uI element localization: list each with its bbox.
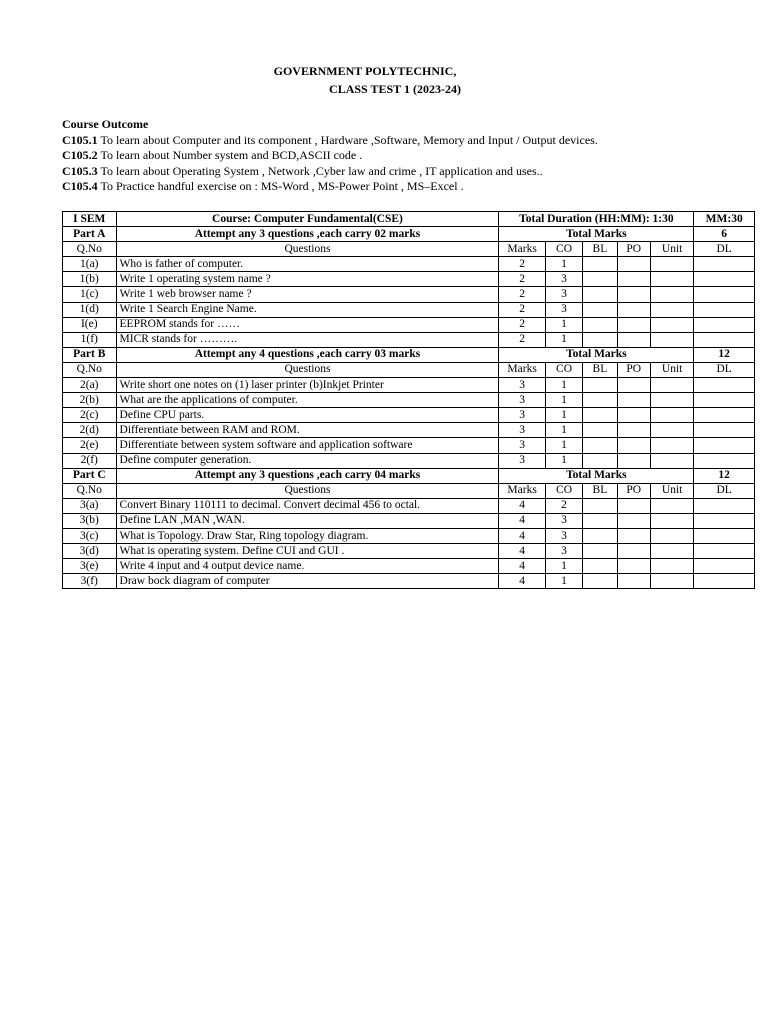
dl-cell bbox=[694, 302, 755, 317]
part-name-cell: Part C bbox=[63, 468, 117, 483]
bl-cell bbox=[583, 272, 617, 287]
duration-cell: Total Duration (HH:MM): 1:30 bbox=[499, 212, 694, 227]
question-cell: Write 1 web browser name ? bbox=[116, 287, 499, 302]
table-row bbox=[63, 528, 755, 543]
marks-cell: 2 bbox=[499, 317, 545, 332]
part-total-cell: 12 bbox=[694, 468, 755, 483]
col-header-bl: BL bbox=[583, 242, 617, 257]
question-cell: Define computer generation. bbox=[116, 453, 499, 468]
dl-cell bbox=[694, 408, 755, 423]
bl-cell bbox=[583, 544, 617, 559]
outcome-text: To learn about Number system and BCD,ASCII code . bbox=[97, 148, 363, 162]
dl-cell bbox=[694, 544, 755, 559]
table-row bbox=[63, 574, 755, 589]
unit-cell bbox=[650, 438, 693, 453]
po-cell bbox=[617, 513, 650, 528]
question-cell: Write 4 input and 4 output device name. bbox=[116, 559, 499, 574]
po-cell bbox=[617, 559, 650, 574]
marks-cell: 4 bbox=[499, 513, 545, 528]
qno-cell: 2(e) bbox=[63, 438, 117, 453]
outcome-code: C105.2 bbox=[62, 148, 98, 162]
marks-cell: 3 bbox=[499, 378, 545, 393]
qno-cell: 3(c) bbox=[63, 528, 117, 543]
dl-cell bbox=[694, 332, 755, 347]
unit-cell bbox=[650, 378, 693, 393]
total-marks-label-cell: Total Marks bbox=[499, 468, 694, 483]
bl-cell bbox=[583, 317, 617, 332]
part-total-cell: 6 bbox=[694, 227, 755, 242]
col-header-questions: Questions bbox=[116, 362, 499, 377]
table-row bbox=[63, 257, 755, 272]
col-header-co: CO bbox=[545, 242, 582, 257]
part-instruction-cell: Attempt any 3 questions ,each carry 02 marks bbox=[116, 227, 499, 242]
max-marks-cell: MM:30 bbox=[694, 212, 755, 227]
bl-cell bbox=[583, 453, 617, 468]
unit-cell bbox=[650, 287, 693, 302]
course-outcome-item bbox=[62, 133, 598, 149]
part-name-cell: Part B bbox=[63, 347, 117, 362]
part-header-row bbox=[63, 227, 755, 242]
col-header-qno: Q.No bbox=[63, 483, 117, 498]
outcome-code: C105.3 bbox=[62, 163, 98, 178]
table-row bbox=[63, 393, 755, 408]
po-cell bbox=[617, 378, 650, 393]
question-cell: Define CPU parts. bbox=[116, 408, 499, 423]
marks-cell: 4 bbox=[499, 559, 545, 574]
dl-cell bbox=[694, 559, 755, 574]
question-cell: Write short one notes on (1) laser printer (b)Inkjet Printer bbox=[116, 378, 499, 393]
bl-cell bbox=[583, 574, 617, 589]
co-cell: 1 bbox=[545, 453, 582, 468]
qno-cell: 2(a) bbox=[63, 378, 117, 393]
col-header-bl: BL bbox=[583, 483, 617, 498]
question-cell: What are the applications of computer. bbox=[116, 393, 499, 408]
column-header-row bbox=[63, 483, 755, 498]
marks-cell: 4 bbox=[499, 528, 545, 543]
table-row bbox=[63, 498, 755, 513]
col-header-unit: Unit bbox=[650, 483, 693, 498]
question-cell: MICR stands for ………. bbox=[116, 332, 499, 347]
col-header-marks: Marks bbox=[499, 483, 545, 498]
marks-cell: 4 bbox=[499, 574, 545, 589]
qno-cell: I(e) bbox=[63, 317, 117, 332]
co-cell: 1 bbox=[545, 378, 582, 393]
table-row bbox=[63, 559, 755, 574]
unit-cell bbox=[650, 272, 693, 287]
question-cell: EEPROM stands for …… bbox=[116, 317, 499, 332]
table-row bbox=[63, 317, 755, 332]
course-outcome-item bbox=[62, 148, 598, 164]
qno-cell: 3(b) bbox=[63, 513, 117, 528]
po-cell bbox=[617, 423, 650, 438]
marks-cell: 2 bbox=[499, 272, 545, 287]
unit-cell bbox=[650, 559, 693, 574]
table-row bbox=[63, 287, 755, 302]
col-header-dl: DL bbox=[694, 483, 755, 498]
unit-cell bbox=[650, 332, 693, 347]
col-header-bl: BL bbox=[583, 362, 617, 377]
bl-cell bbox=[583, 438, 617, 453]
col-header-po: PO bbox=[617, 242, 650, 257]
col-header-questions: Questions bbox=[116, 483, 499, 498]
bl-cell bbox=[583, 408, 617, 423]
dl-cell bbox=[694, 528, 755, 543]
question-cell: Convert Binary 110111 to decimal. Convert decimal 456 to octal. bbox=[116, 498, 499, 513]
bl-cell bbox=[583, 423, 617, 438]
marks-cell: 3 bbox=[499, 453, 545, 468]
question-cell: Differentiate between RAM and ROM. bbox=[116, 423, 499, 438]
po-cell bbox=[617, 408, 650, 423]
marks-cell: 3 bbox=[499, 408, 545, 423]
semester-cell: I SEM bbox=[63, 212, 117, 227]
unit-cell bbox=[650, 302, 693, 317]
table-row bbox=[63, 272, 755, 287]
qno-cell: 3(d) bbox=[63, 544, 117, 559]
co-cell: 2 bbox=[545, 498, 582, 513]
part-instruction-cell: Attempt any 4 questions ,each carry 03 marks bbox=[116, 347, 499, 362]
dl-cell bbox=[694, 513, 755, 528]
part-header-row bbox=[63, 468, 755, 483]
dl-cell bbox=[694, 574, 755, 589]
qno-cell: 2(d) bbox=[63, 423, 117, 438]
po-cell bbox=[617, 498, 650, 513]
unit-cell bbox=[650, 317, 693, 332]
po-cell bbox=[617, 574, 650, 589]
bl-cell bbox=[583, 302, 617, 317]
question-table bbox=[62, 211, 755, 589]
marks-cell: 4 bbox=[499, 498, 545, 513]
co-cell: 3 bbox=[545, 272, 582, 287]
question-cell: Draw bock diagram of computer bbox=[116, 574, 499, 589]
column-header-row bbox=[63, 242, 755, 257]
institution-title: GOVERNMENT POLYTECHNIC, bbox=[273, 64, 457, 78]
co-cell: 1 bbox=[545, 574, 582, 589]
unit-cell bbox=[650, 453, 693, 468]
table-row bbox=[63, 332, 755, 347]
bl-cell bbox=[583, 393, 617, 408]
col-header-po: PO bbox=[617, 483, 650, 498]
qno-cell: 1(d) bbox=[63, 302, 117, 317]
col-header-dl: DL bbox=[694, 242, 755, 257]
table-row bbox=[63, 378, 755, 393]
co-cell: 3 bbox=[545, 544, 582, 559]
bl-cell bbox=[583, 332, 617, 347]
marks-cell: 4 bbox=[499, 544, 545, 559]
table-row bbox=[63, 408, 755, 423]
table-row bbox=[63, 438, 755, 453]
qno-cell: 2(f) bbox=[63, 453, 117, 468]
marks-cell: 2 bbox=[499, 257, 545, 272]
column-header-row bbox=[63, 362, 755, 377]
question-cell: What is operating system. Define CUI and GUI . bbox=[116, 544, 499, 559]
course-outcome-heading: Course Outcome bbox=[62, 117, 149, 131]
bl-cell bbox=[583, 559, 617, 574]
total-marks-label-cell: Total Marks bbox=[499, 347, 694, 362]
co-cell: 3 bbox=[545, 528, 582, 543]
bl-cell bbox=[583, 287, 617, 302]
dl-cell bbox=[694, 257, 755, 272]
unit-cell bbox=[650, 544, 693, 559]
col-header-co: CO bbox=[545, 483, 582, 498]
qno-cell: 3(e) bbox=[63, 559, 117, 574]
col-header-questions: Questions bbox=[116, 242, 499, 257]
part-name-cell: Part A bbox=[63, 227, 117, 242]
question-cell: Define LAN ,MAN ,WAN. bbox=[116, 513, 499, 528]
co-cell: 1 bbox=[545, 423, 582, 438]
dl-cell bbox=[694, 453, 755, 468]
bl-cell bbox=[583, 378, 617, 393]
outcome-text: To learn about Computer and its component , Hardware ,Software, Memory and Input / Output devices. bbox=[97, 132, 598, 147]
dl-cell bbox=[694, 378, 755, 393]
dl-cell bbox=[694, 272, 755, 287]
table-row bbox=[63, 513, 755, 528]
qno-cell: 1(f) bbox=[63, 332, 117, 347]
question-cell: Who is father of computer. bbox=[116, 257, 499, 272]
table-row bbox=[63, 423, 755, 438]
table-row bbox=[63, 302, 755, 317]
question-cell: Differentiate between system software and application software bbox=[116, 438, 499, 453]
marks-cell: 3 bbox=[499, 438, 545, 453]
co-cell: 1 bbox=[545, 438, 582, 453]
unit-cell bbox=[650, 393, 693, 408]
course-outcome-section bbox=[62, 117, 598, 195]
co-cell: 1 bbox=[545, 393, 582, 408]
col-header-qno: Q.No bbox=[63, 242, 117, 257]
dl-cell bbox=[694, 317, 755, 332]
po-cell bbox=[617, 438, 650, 453]
dl-cell bbox=[694, 498, 755, 513]
unit-cell bbox=[650, 574, 693, 589]
outcome-text: To Practice handful exercise on : MS-Word , MS-Power Point , MS–Excel . bbox=[97, 179, 464, 193]
table-row bbox=[63, 453, 755, 468]
col-header-marks: Marks bbox=[499, 242, 545, 257]
co-cell: 1 bbox=[545, 317, 582, 332]
po-cell bbox=[617, 544, 650, 559]
total-marks-label-cell: Total Marks bbox=[499, 227, 694, 242]
po-cell bbox=[617, 453, 650, 468]
po-cell bbox=[617, 302, 650, 317]
table-header-row bbox=[63, 212, 755, 227]
qno-cell: 2(b) bbox=[63, 393, 117, 408]
co-cell: 3 bbox=[545, 302, 582, 317]
unit-cell bbox=[650, 423, 693, 438]
qno-cell: 1(c) bbox=[63, 287, 117, 302]
unit-cell bbox=[650, 528, 693, 543]
co-cell: 3 bbox=[545, 287, 582, 302]
bl-cell bbox=[583, 513, 617, 528]
qno-cell: 3(f) bbox=[63, 574, 117, 589]
po-cell bbox=[617, 393, 650, 408]
bl-cell bbox=[583, 257, 617, 272]
course-cell: Course: Computer Fundamental(CSE) bbox=[116, 212, 499, 227]
marks-cell: 2 bbox=[499, 287, 545, 302]
qno-cell: 2(c) bbox=[63, 408, 117, 423]
part-total-cell: 12 bbox=[694, 347, 755, 362]
course-outcome-item bbox=[62, 179, 598, 195]
po-cell bbox=[617, 332, 650, 347]
col-header-unit: Unit bbox=[650, 362, 693, 377]
question-cell: What is Topology. Draw Star, Ring topology diagram. bbox=[116, 528, 499, 543]
unit-cell bbox=[650, 408, 693, 423]
qno-cell: 1(b) bbox=[63, 272, 117, 287]
col-header-marks: Marks bbox=[499, 362, 545, 377]
marks-cell: 2 bbox=[499, 332, 545, 347]
col-header-unit: Unit bbox=[650, 242, 693, 257]
outcome-text: To learn about Operating System , Network ,Cyber law and crime , IT application and uses.. bbox=[97, 163, 543, 178]
dl-cell bbox=[694, 423, 755, 438]
question-cell: Write 1 operating system name ? bbox=[116, 272, 499, 287]
outcome-code: C105.4 bbox=[62, 179, 98, 193]
col-header-qno: Q.No bbox=[63, 362, 117, 377]
question-cell: Write 1 Search Engine Name. bbox=[116, 302, 499, 317]
col-header-po: PO bbox=[617, 362, 650, 377]
po-cell bbox=[617, 528, 650, 543]
po-cell bbox=[617, 287, 650, 302]
dl-cell bbox=[694, 438, 755, 453]
outcome-code: C105.1 bbox=[62, 132, 98, 147]
co-cell: 1 bbox=[545, 559, 582, 574]
unit-cell bbox=[650, 257, 693, 272]
bl-cell bbox=[583, 528, 617, 543]
qno-cell: 1(a) bbox=[63, 257, 117, 272]
unit-cell bbox=[650, 513, 693, 528]
qno-cell: 3(a) bbox=[63, 498, 117, 513]
test-title: CLASS TEST 1 (2023-24) bbox=[329, 82, 461, 96]
co-cell: 3 bbox=[545, 513, 582, 528]
bl-cell bbox=[583, 498, 617, 513]
marks-cell: 3 bbox=[499, 423, 545, 438]
po-cell bbox=[617, 317, 650, 332]
part-instruction-cell: Attempt any 3 questions ,each carry 04 marks bbox=[116, 468, 499, 483]
marks-cell: 3 bbox=[499, 393, 545, 408]
co-cell: 1 bbox=[545, 257, 582, 272]
dl-cell bbox=[694, 287, 755, 302]
co-cell: 1 bbox=[545, 332, 582, 347]
col-header-dl: DL bbox=[694, 362, 755, 377]
unit-cell bbox=[650, 498, 693, 513]
part-header-row bbox=[63, 347, 755, 362]
table-row bbox=[63, 544, 755, 559]
course-outcome-item bbox=[62, 164, 598, 180]
po-cell bbox=[617, 272, 650, 287]
marks-cell: 2 bbox=[499, 302, 545, 317]
col-header-co: CO bbox=[545, 362, 582, 377]
po-cell bbox=[617, 257, 650, 272]
dl-cell bbox=[694, 393, 755, 408]
co-cell: 1 bbox=[545, 408, 582, 423]
